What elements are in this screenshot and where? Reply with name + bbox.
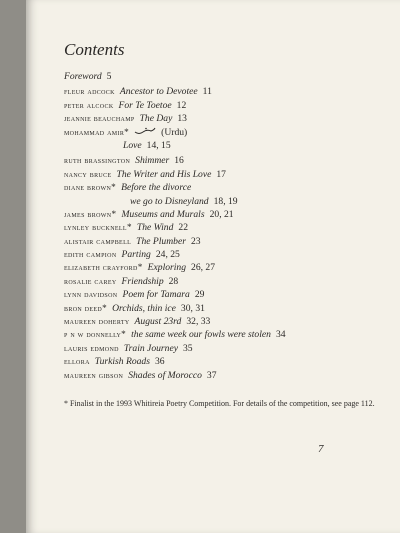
toc-poem: For Te Toetoe — [118, 99, 172, 111]
toc-author: alistair campbell — [64, 235, 132, 246]
toc-author: p n w donnelly* — [64, 329, 127, 340]
toc-entry — [64, 302, 394, 315]
toc-pages: 17 — [216, 168, 226, 180]
toc-entry — [64, 342, 394, 355]
toc-entry — [64, 261, 394, 274]
toc-poem: Before the divorce — [121, 182, 192, 194]
toc-entry — [64, 275, 394, 288]
toc-poem: The Wind — [136, 222, 174, 234]
book-page — [26, 0, 400, 533]
toc-pages: 16 — [174, 155, 184, 167]
toc-author: edith campion — [64, 249, 117, 260]
toc-poem: the same week our fowls were stolen — [131, 329, 271, 341]
toc-poem: Parting — [121, 249, 151, 261]
toc-pages: 34 — [275, 329, 286, 341]
toc-poem: The Day — [139, 113, 173, 125]
toc-entry — [64, 369, 394, 382]
toc-author: maureen doherty — [64, 316, 130, 327]
toc-poem: Orchids, thin ice — [112, 302, 176, 314]
toc-entry — [64, 99, 394, 112]
page-number: 7 — [318, 443, 324, 455]
toc-entry — [64, 126, 394, 139]
toc-author: rosalie carey — [64, 275, 117, 286]
toc-pages: 36 — [154, 356, 165, 368]
toc-author: ruth brassington — [64, 155, 131, 166]
toc-poem: (Urdu) — [161, 126, 188, 138]
toc-poem: Love — [123, 139, 142, 151]
toc-entry — [64, 208, 394, 221]
toc-entry — [64, 288, 394, 301]
toc-poem: Shades of Morocco — [128, 369, 202, 381]
toc-entry-continued — [64, 139, 394, 152]
toc-pages: 29 — [194, 289, 205, 301]
toc-pages: 35 — [182, 342, 193, 354]
toc-author: bron deed* — [64, 302, 108, 313]
toc-author: lauris edmond — [64, 342, 119, 353]
toc-author: lynley bucknell* — [64, 222, 132, 233]
toc-pages: 26, 27 — [191, 262, 216, 274]
toc-pages: 28 — [168, 275, 179, 287]
toc-entry-continued — [64, 195, 394, 208]
toc-entry — [64, 328, 394, 341]
toc-poem: Ancestor to Devotee — [119, 86, 198, 98]
urdu-script-icon — [134, 126, 156, 136]
toc-author: maureen gibson — [64, 369, 124, 380]
toc-poem: Exploring — [147, 262, 187, 274]
footnote: * Finalist in the 1993 Whitireia Poetry Competition. For details of the competition, see page 112. — [64, 399, 375, 408]
toc-entry — [64, 168, 394, 181]
contents-list — [64, 70, 394, 382]
toc-pages: 22 — [178, 222, 188, 234]
toc-entry — [64, 112, 394, 125]
toc-pages: 18, 19 — [213, 195, 238, 207]
toc-author: fleur adcock — [64, 86, 115, 97]
toc-entry — [64, 315, 394, 328]
toc-poem: August 23rd — [134, 316, 182, 328]
toc-pages: 14, 15 — [146, 139, 171, 151]
toc-pages: 5 — [106, 71, 112, 82]
toc-entry — [64, 248, 394, 261]
toc-pages: 13 — [177, 113, 187, 125]
page-title: Contents — [64, 40, 125, 59]
toc-pages: 37 — [206, 369, 217, 381]
toc-entry — [64, 70, 394, 83]
toc-pages: 12 — [176, 99, 187, 111]
toc-poem: Friendship — [121, 275, 164, 287]
toc-poem: Museums and Murals — [121, 208, 205, 220]
toc-author: james brown* — [64, 208, 117, 219]
toc-entry — [64, 221, 394, 234]
toc-pages: 20, 21 — [209, 208, 234, 220]
toc-entry — [64, 355, 394, 368]
toc-author: elizabeth crayford* — [64, 262, 143, 273]
toc-author: mohammad amir* — [64, 126, 130, 137]
toc-pages: 23 — [190, 235, 201, 247]
toc-author: diane brown* — [64, 182, 117, 193]
toc-poem: Foreword — [64, 71, 102, 82]
toc-pages: 30, 31 — [180, 302, 205, 314]
toc-author: nancy bruce — [64, 168, 112, 179]
toc-author: lynn davidson — [64, 289, 118, 300]
toc-poem: The Plumber — [136, 235, 186, 247]
toc-pages: 11 — [202, 86, 212, 98]
toc-entry — [64, 85, 394, 98]
toc-poem: Turkish Roads — [94, 356, 150, 368]
toc-poem: Shimmer — [135, 155, 170, 167]
toc-entry — [64, 235, 394, 248]
toc-author: peter alcock — [64, 99, 114, 110]
toc-poem: Poem for Tamara — [122, 289, 190, 301]
toc-author: jeannie beauchamp — [64, 113, 135, 124]
toc-pages: 24, 25 — [155, 249, 180, 261]
toc-poem: Train Journey — [123, 342, 178, 354]
toc-author: ellora — [64, 356, 90, 367]
toc-pages: 32, 33 — [186, 316, 211, 328]
toc-entry — [64, 181, 394, 194]
toc-poem: we go to Disneyland — [130, 195, 209, 207]
toc-entry — [64, 154, 394, 167]
toc-poem: The Writer and His Love — [116, 168, 212, 180]
